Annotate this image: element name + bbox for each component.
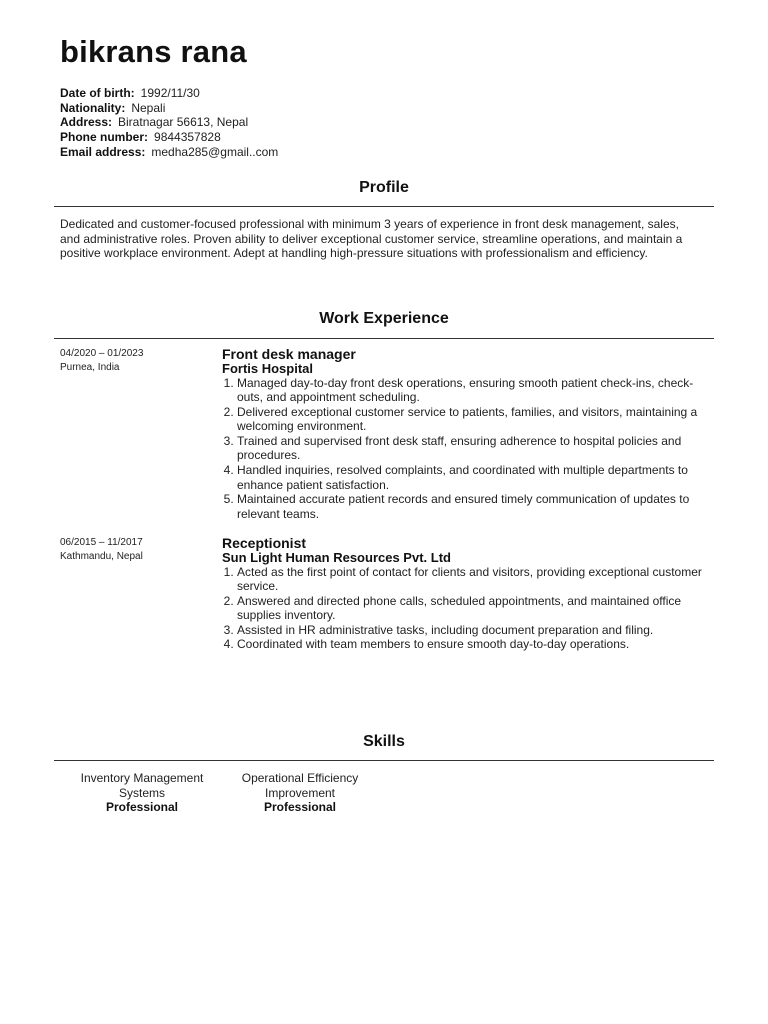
profile-heading: Profile	[359, 179, 409, 196]
job-duties	[222, 376, 716, 522]
detail-label: Address:	[60, 115, 113, 130]
job-employer: Fortis Hospital	[222, 360, 314, 376]
duty-item: 3. Assisted in HR administrative tasks, including document preparation and filing.	[237, 623, 716, 638]
detail-label: Phone number:	[60, 130, 149, 145]
job-body	[222, 536, 716, 652]
detail-nationality	[60, 101, 278, 116]
job-meta	[60, 536, 210, 564]
duty-item: 2. Answered and directed phone calls, scheduled appointments, and maintained office supplies inventory.	[237, 594, 716, 623]
detail-value: Biratnagar 56613, Nepal	[118, 115, 249, 130]
job-location: Purnea, India	[60, 362, 120, 373]
skills-divider	[54, 760, 714, 761]
candidate-name: bikrans rana	[60, 34, 247, 69]
job-dates: 06/2015 – 11/2017	[60, 537, 143, 548]
detail-label: Email address:	[60, 144, 146, 159]
job-dates: 04/2020 – 01/2023	[60, 348, 144, 359]
detail-value: medha285@gmail..com	[151, 144, 279, 159]
detail-phone	[60, 130, 278, 145]
duty-item: 1. Acted as the first point of contact for clients and visitors, providing exceptional customer service.	[237, 565, 716, 594]
personal-details	[60, 86, 278, 160]
job-employer: Sun Light Human Resources Pvt. Ltd	[222, 549, 451, 565]
job-duties	[222, 565, 716, 653]
skill-name: Operational Efficiency	[241, 771, 359, 785]
skill-name: Inventory Management	[80, 771, 204, 785]
skill-level: Professional	[105, 800, 179, 814]
detail-address	[60, 115, 278, 130]
duty-item: 3. Trained and supervised front desk staff, ensuring adherence to hospital policies and procedures.	[237, 434, 716, 463]
skill-name-continued: Improvement	[264, 785, 336, 800]
duty-item: 4. Handled inquiries, resolved complaints, and coordinated with multiple departments to enhance patient satisfaction.	[237, 463, 716, 492]
profile-divider	[54, 206, 714, 207]
skill-level: Professional	[263, 800, 337, 814]
work-experience-heading: Work Experience	[319, 310, 449, 327]
skills-heading: Skills	[363, 733, 405, 750]
skill-item	[224, 771, 376, 815]
profile-summary: Dedicated and customer-focused professional with minimum 3 years of experience in front desk management, sales, and administrative roles. Proven ability to deliver exceptional customer service, streamline operations, and maintain a positive workplace environment. Adept at handling high-pressure situations with professionalism and efficiency.	[60, 217, 683, 261]
detail-value: 1992/11/30	[140, 86, 200, 100]
duty-item: 4. Coordinated with team members to ensure smooth day-to-day operations.	[237, 637, 716, 652]
detail-value: 9844357828	[154, 130, 221, 145]
job-meta	[60, 347, 210, 375]
detail-value: Nepali	[131, 100, 166, 115]
job-body	[222, 347, 716, 521]
job-location: Kathmandu, Nepal	[60, 551, 143, 562]
job-title: Receptionist	[222, 535, 307, 551]
detail-label: Date of birth:	[60, 86, 135, 100]
duty-item: 5. Maintained accurate patient records and ensured timely communication of updates to relevant teams.	[237, 492, 716, 521]
duty-item: 2. Delivered exceptional customer service to patients, families, and visitors, maintaining a welcoming environment.	[237, 405, 716, 434]
detail-email	[60, 145, 278, 160]
duty-item: 1. Managed day-to-day front desk operations, ensuring smooth patient check-ins, check-outs, and appointment scheduling.	[237, 376, 716, 405]
work-experience-divider	[54, 338, 714, 339]
job-title: Front desk manager	[222, 346, 356, 362]
detail-label: Nationality:	[60, 100, 126, 115]
detail-date-of-birth	[60, 86, 278, 101]
skill-item	[66, 771, 218, 815]
skill-name-continued: Systems	[118, 785, 165, 800]
